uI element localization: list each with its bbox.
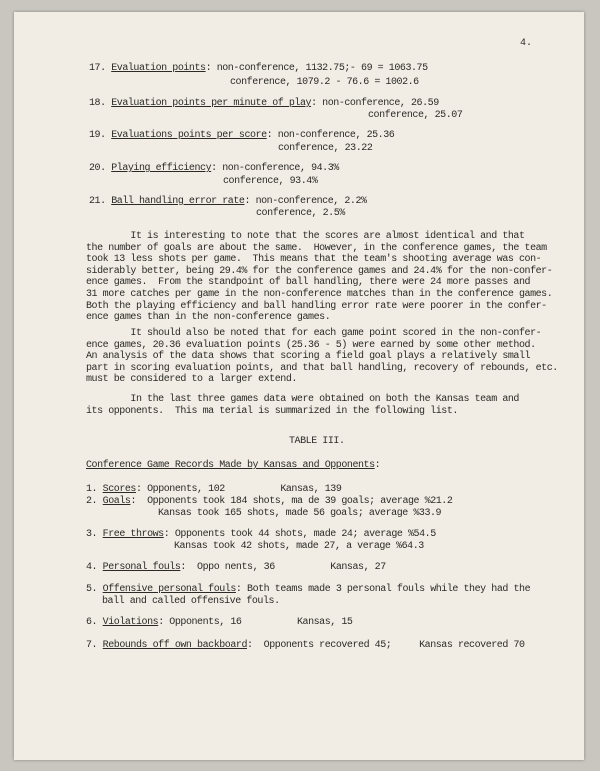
item-21-line1: [89, 196, 367, 207]
record-number: 7.: [86, 640, 98, 651]
paragraph-line: In the last three games data were obtained on both the Kansas team and: [86, 394, 519, 405]
record-2-line2: Kansas took 165 shots, made 56 goals; average %33.9: [158, 508, 442, 519]
item-17-line2: conference, 1079.2 - 76.6 = 1002.6: [230, 77, 419, 88]
paragraph-line: its opponents. This ma terial is summarized in the following list.: [86, 405, 458, 417]
table-subtitle: [86, 460, 380, 471]
paragraph-line: ence games. From the standpoint of ball handling, there were 24 more passes and: [86, 277, 531, 289]
paragraph-line: It should also be noted that for each game point scored in the non-confer-: [86, 328, 542, 339]
item-label: Ball handling error rate: [111, 196, 245, 207]
record-number: 6.: [86, 617, 98, 628]
paragraph-line: An analysis of the data shows that scoring a field goal plays a relatively small: [86, 351, 531, 363]
record-2-line1: [86, 496, 452, 507]
item-number: 17.: [89, 63, 106, 74]
item-colon: :: [211, 163, 217, 174]
item-17-line1: [89, 63, 428, 74]
paragraph-line: must be considered to a larger extend.: [86, 374, 297, 386]
paragraph-line: Both the playing efficiency and ball handling error rate were poorer in the confer-: [86, 300, 547, 312]
record-value: Opponents recovered 45; Kansas recovered 70: [252, 640, 525, 651]
record-number: 2.: [86, 496, 98, 507]
record-label: Offensive personal fouls: [102, 584, 236, 595]
record-3-line2: Kansas took 42 shots, made 27, a verage %64.3: [174, 541, 424, 552]
item-value: non-conference, 25.36: [272, 130, 395, 141]
item-label: Evaluation points per minute of play: [111, 98, 312, 109]
item-value: non-conference, 26.59: [316, 98, 439, 109]
document-page: [14, 12, 584, 760]
record-colon: :: [158, 617, 164, 628]
item-20-line1: [89, 163, 339, 174]
paragraph-line: took 13 less shots per game. This means that the team's shooting average was con-: [86, 254, 542, 266]
paragraph-line: siderably better, being 29.4% for the conference games and 24.4% for the non-confer-: [86, 265, 553, 277]
record-4-line1: [86, 562, 386, 573]
table-subtitle-text: Conference Game Records Made by Kansas and Opponents: [86, 460, 375, 471]
record-6-line1: [86, 617, 352, 628]
paragraph-1: [86, 231, 556, 324]
table-subtitle-colon: :: [374, 460, 381, 471]
item-19-line1: [89, 130, 394, 141]
record-label: Rebounds off own backboard: [102, 640, 247, 651]
item-colon: :: [266, 130, 273, 141]
item-18-line2: conference, 25.07: [368, 110, 463, 121]
record-value: Opponents took 44 shots, made 24; average %54.5: [169, 529, 436, 540]
record-label: Free throws: [102, 529, 164, 540]
record-colon: :: [163, 529, 170, 540]
paragraph-line: 31 more catches per game in the non-conference matches than in the conference games.: [86, 288, 553, 300]
record-label: Personal fouls: [102, 562, 181, 573]
record-value: Oppo nents, 36 Kansas, 27: [185, 562, 386, 573]
record-value: Opponents, 16 Kansas, 15: [163, 617, 353, 628]
record-colon: :: [135, 484, 142, 495]
item-19-line2: conference, 23.22: [278, 143, 373, 154]
item-number: 18.: [89, 98, 106, 109]
record-value: Opponents, 102 Kansas, 139: [141, 484, 342, 495]
record-7-line1: [86, 640, 525, 651]
record-5-line2: ball and called offensive fouls.: [102, 596, 280, 607]
paragraph-line: ence games than in the non-conference games.: [86, 312, 331, 324]
item-colon: :: [205, 63, 212, 74]
item-number: 21.: [89, 196, 106, 207]
record-number: 1.: [86, 484, 98, 495]
paragraph-3: [86, 394, 556, 417]
record-colon: :: [247, 640, 253, 651]
record-label: Scores: [102, 484, 136, 495]
item-label: Evaluations points per score: [111, 130, 267, 141]
record-label: Goals: [102, 496, 131, 507]
record-number: 3.: [86, 529, 98, 540]
record-number: 5.: [86, 584, 98, 595]
item-18-line1: [89, 98, 439, 109]
item-colon: :: [311, 98, 317, 109]
item-20-line2: conference, 93.4%: [223, 176, 318, 187]
item-label: Playing efficiency: [111, 163, 212, 174]
paragraph-line: part in scoring evaluation points, and that ball handling, recovery of rebounds, etc.: [86, 362, 558, 374]
item-value: non-conference, 1132.75;- 69 = 1063.75: [211, 63, 428, 74]
record-colon: :: [235, 584, 242, 595]
item-21-line2: conference, 2.5%: [256, 208, 345, 219]
item-number: 20.: [89, 163, 106, 174]
paragraph-line: the number of goals are about the same. However, in the conference games, the team: [86, 242, 547, 254]
record-colon: :: [130, 496, 136, 507]
record-1-line1: [86, 484, 341, 495]
item-number: 19.: [89, 130, 106, 141]
item-value: non-conference, 94.3%: [216, 163, 339, 174]
item-value: non-conference, 2.2%: [250, 196, 367, 207]
item-colon: :: [244, 196, 251, 207]
record-colon: :: [180, 562, 186, 573]
record-3-line1: [86, 529, 436, 540]
page-number: 4.: [520, 38, 533, 49]
record-label: Violations: [102, 617, 159, 628]
paragraph-line: ence games, 20.36 evaluation points (25.36 - 5) were earned by some other method.: [86, 339, 536, 351]
record-number: 4.: [86, 562, 98, 573]
table-title: TABLE III.: [289, 436, 345, 447]
record-5-line1: [86, 584, 530, 595]
record-value: Both teams made 3 personal fouls while they had the: [241, 584, 531, 595]
paragraph-line: It is interesting to note that the scores are almost identical and that: [86, 231, 525, 242]
item-label: Evaluation points: [111, 63, 206, 74]
record-value: Opponents took 184 shots, ma de 39 goals; average %21.2: [136, 496, 453, 507]
paragraph-2: [86, 328, 556, 386]
